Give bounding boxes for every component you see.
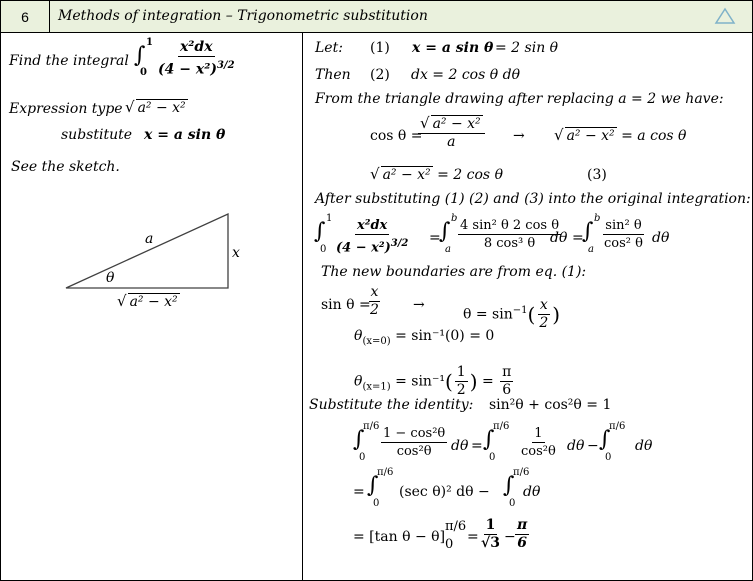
step1-frac	[381, 425, 447, 460]
theta-x0	[354, 328, 494, 347]
minus: −	[587, 438, 599, 454]
eq3-radicand: a² − x²	[382, 167, 431, 183]
integral-sign: ∫	[599, 427, 611, 452]
header-bar	[1, 1, 752, 33]
sin-lhs: sin θ =	[321, 297, 371, 313]
lim-lower: 0	[320, 244, 327, 255]
sqrt-icon: √	[370, 165, 380, 183]
cos-num-radicand: a² − x²	[432, 116, 481, 132]
inverse-exp: −1	[512, 304, 528, 316]
inv-frac	[537, 297, 550, 332]
d-theta: dθ	[523, 484, 541, 500]
sketch-adj-label	[117, 292, 180, 310]
sketch-hyp-label: a	[145, 231, 154, 247]
theta-x1: $\theta_{(x=1)} = \sin^{-1}$( $\frac{1}{2}$ ) = $\frac{\pi}{6}$	[354, 364, 512, 398]
eq3-rhs: = 2 cos θ	[437, 167, 503, 183]
sin-frac	[368, 284, 381, 319]
step1-frac2	[519, 425, 558, 460]
den-exp: 3/2	[390, 238, 409, 249]
cos-lhs: cos θ =	[370, 128, 423, 144]
integral-sign: ∫	[353, 427, 365, 452]
lim-lower: 0	[489, 452, 496, 463]
sketch-opp-label: x	[232, 245, 240, 261]
boundaries-text: The new boundaries are from eq. (1):	[321, 264, 587, 280]
integral-sign: ∫	[503, 473, 515, 498]
lim-upper: π/6	[513, 467, 530, 478]
after-text: After substituting (1) (2) and (3) into the original integration:	[315, 191, 751, 207]
theta1-mid: = sin⁻¹	[395, 373, 445, 390]
lim-lower: 0	[373, 498, 380, 509]
theta1-result	[500, 364, 513, 399]
cos-frac-den: a	[447, 134, 456, 150]
sub-frac-right	[602, 217, 645, 252]
cos-fraction	[416, 115, 487, 151]
section-title: Methods of integration – Trigonometric substitution	[58, 8, 428, 24]
theta1-res-num: π	[502, 364, 512, 380]
lim-upper: π/6	[363, 421, 380, 432]
equals: =	[429, 230, 441, 246]
column-divider	[302, 33, 303, 581]
lim-upper: π/6	[609, 421, 626, 432]
lim-upper: π/6	[377, 467, 394, 478]
integral-sign: ∫	[582, 219, 594, 244]
eq3-number: (3)	[587, 167, 607, 183]
den-base: (4 − x²)	[158, 61, 217, 78]
cos-frac	[418, 115, 485, 151]
cos-result	[554, 126, 686, 144]
triangle-outline-icon[interactable]	[714, 7, 736, 25]
expression-type-value	[125, 98, 188, 116]
minus: −	[504, 529, 516, 545]
theta1-frac-den: 2	[456, 382, 466, 398]
result-num2: π	[517, 517, 528, 533]
eq1-rhs: = 2 sin θ	[495, 40, 559, 56]
inv-frac-num: x	[539, 297, 548, 313]
eq3-expr	[370, 165, 503, 183]
lim-lower: 0	[509, 498, 516, 509]
lim-b: b	[594, 213, 601, 224]
lim-b: b	[451, 213, 458, 224]
lim-upper: π/6	[493, 421, 510, 432]
eq1-number: (1)	[370, 40, 390, 56]
find-label: Find the integral	[9, 53, 129, 69]
substituted-integral	[314, 213, 744, 259]
section-number: 6	[1, 1, 50, 32]
lim-lower: 0	[605, 452, 612, 463]
d-theta: dθ	[451, 438, 469, 454]
theta: θ	[354, 328, 363, 344]
step1-den2: cos²θ	[521, 444, 556, 459]
substitute-label: substitute	[61, 127, 133, 143]
sqrt-icon: √	[420, 114, 430, 132]
d-theta: dθ	[550, 230, 568, 246]
inv-frac-den: 2	[539, 315, 549, 331]
sub-mid-den: 8 cos³ θ	[483, 236, 536, 251]
let-label: Let:	[315, 40, 343, 56]
original-integral	[134, 37, 274, 83]
sin-frac-num: x	[370, 284, 379, 300]
cos-frac-num	[418, 115, 485, 134]
den-base: (4 − x²)	[336, 240, 391, 256]
result-den1: √3	[481, 535, 500, 551]
arrow-1: →	[513, 128, 525, 144]
identity-expr: sin²θ + cos²θ = 1	[489, 397, 612, 413]
integral-upper: 1	[146, 37, 153, 48]
lim-a: a	[445, 244, 451, 255]
den-exponent: 3/2	[216, 60, 235, 71]
sub-left-num: x²dx	[357, 218, 388, 233]
sqrt-icon: √	[125, 98, 135, 116]
lim-upper: 1	[326, 213, 333, 224]
d-theta: dθ	[652, 230, 670, 246]
d-theta: dθ	[635, 438, 653, 454]
step-1	[353, 421, 713, 467]
integral-sign: ∫	[367, 473, 379, 498]
integral-sign: ∫	[439, 219, 451, 244]
eq2-expr: dx = 2 cos θ dθ	[411, 67, 521, 83]
cos-result-radicand: a² − x²	[566, 128, 615, 144]
equals: =	[572, 230, 584, 246]
integral-sign: ∫	[483, 427, 495, 452]
sub-right-num: sin² θ	[605, 218, 642, 233]
sqrt-icon: √	[554, 126, 564, 144]
sub-left-den	[334, 235, 410, 256]
theta0-sub: (x=0)	[362, 335, 391, 347]
equals: =	[481, 373, 494, 390]
theta1-res-den: 6	[502, 382, 512, 398]
d-theta: dθ	[567, 438, 585, 454]
sin-frac-den: 2	[370, 302, 379, 318]
sin-fraction	[366, 284, 383, 319]
result-den2: 6	[517, 535, 527, 551]
sub-frac-mid	[458, 217, 561, 252]
theta1-frac	[455, 364, 468, 399]
equals: =	[467, 529, 479, 545]
integrand-denominator	[156, 57, 237, 79]
theta: θ	[354, 373, 363, 390]
triangle-text: From the triangle drawing after replacing a = 2 we have:	[315, 91, 724, 107]
step3-expr: = [tan θ − θ]	[353, 529, 446, 545]
step-3	[353, 515, 653, 561]
sketch-angle-label: θ	[106, 270, 115, 286]
theta0-rhs: = sin⁻¹(0) = 0	[395, 328, 495, 344]
result-frac-1	[479, 517, 502, 552]
sketch-label: See the sketch.	[11, 159, 120, 175]
integral-sign: ∫	[134, 43, 146, 68]
sub-right-den: cos² θ	[604, 236, 643, 251]
step2-expr: (sec θ)² dθ −	[399, 484, 490, 500]
theta-eq: θ = sin	[463, 306, 513, 323]
arrow-2: →	[413, 297, 425, 313]
eq2-number: (2)	[370, 67, 390, 83]
step1-num2: 1	[534, 426, 543, 441]
integral-sign: ∫	[314, 219, 326, 244]
eq1-lhs: x = a sin θ	[412, 40, 494, 56]
step-2	[353, 467, 653, 511]
equals: =	[353, 484, 365, 500]
adj-radicand: a² − x²	[129, 294, 178, 310]
theta1-frac-num: 1	[456, 364, 466, 380]
eval-lower: 0	[445, 537, 454, 552]
result-frac-2	[515, 517, 529, 552]
eval-upper: π/6	[445, 519, 467, 534]
theta1-sub: (x=1)	[362, 381, 391, 393]
integrand-numerator: x²dx	[179, 39, 213, 55]
sqrt-icon: √	[117, 292, 127, 310]
theta-inverse: $\theta = \sin^{-1}$( $\frac{x}{2}$ )	[463, 297, 561, 331]
integrand	[156, 39, 237, 79]
substitute-expr: x = a sin θ	[144, 127, 226, 143]
step1-den: cos²θ	[396, 444, 432, 459]
integral-lower: 0	[140, 67, 147, 78]
step1-num: 1 − cos²θ	[383, 426, 446, 441]
sub-frac-left	[334, 217, 410, 256]
result-num1: 1	[485, 517, 496, 533]
lim-lower: 0	[359, 452, 366, 463]
equals: =	[471, 438, 483, 454]
then-label: Then	[315, 67, 351, 83]
expression-type-label: Expression type	[9, 101, 123, 117]
lim-a: a	[588, 244, 594, 255]
cos-result-rhs: = a cos θ	[621, 128, 687, 144]
sub-mid-num: 4 sin² θ 2 cos θ	[460, 218, 560, 233]
identity-label: Substitute the identity:	[309, 397, 474, 413]
expr-radicand: a² − x²	[137, 100, 186, 116]
